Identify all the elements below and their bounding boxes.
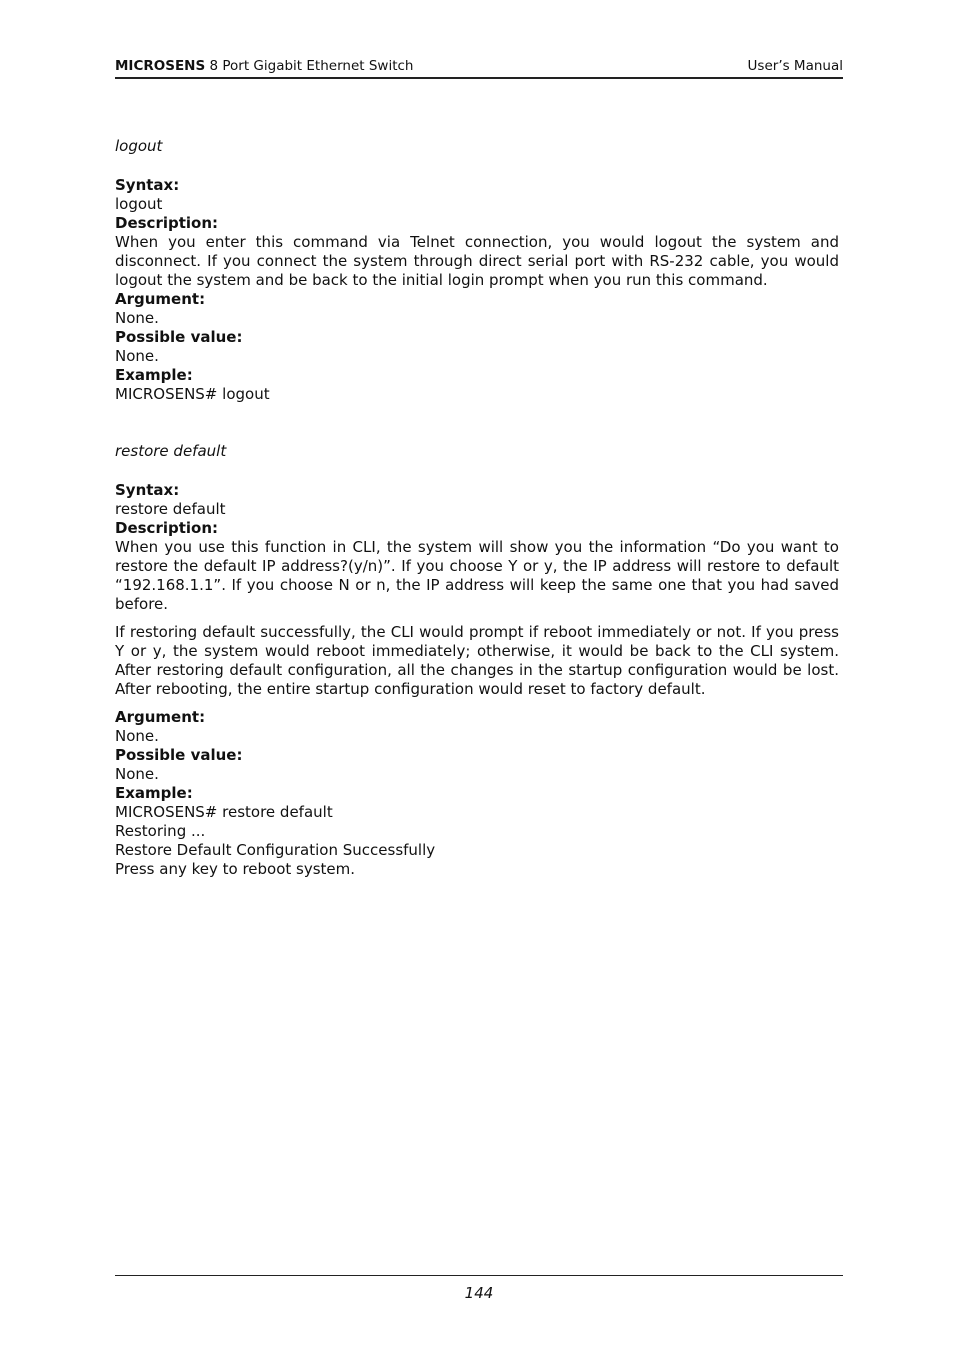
description-text-2: If restoring default successfully, the CLI would prompt if reboot immediately or not. If you press Y or y, the system would reboot immediately; otherwise, it would be back to the CLI system. After restoring default configuration, all the changes in the startup configuration would be lost. After rebooting, the entire startup configuration would reset to factory default.: [115, 623, 839, 698]
syntax-value: restore default: [115, 500, 226, 518]
possible-value-label: Possible value:: [115, 746, 243, 764]
syntax-label: Syntax:: [115, 481, 180, 499]
page-content: [115, 137, 839, 879]
possible-value: None.: [115, 347, 159, 365]
possible-value-label: Possible value:: [115, 328, 243, 346]
section-restore-default: [115, 442, 839, 879]
brand-name: MICROSENS: [115, 58, 206, 74]
description-text: When you enter this command via Telnet connection, you would logout the system and disconnect. If you connect the system through direct serial port with RS-232 cable, you would logout the system and be back to the initial login prompt when you run this command.: [115, 233, 839, 289]
description-label: Description:: [115, 214, 219, 232]
command-heading: logout: [115, 137, 163, 155]
header-title: [115, 58, 413, 74]
header-manual-label: User’s Manual: [747, 58, 843, 74]
example-label: Example:: [115, 366, 193, 384]
example-line: MICROSENS# restore default: [115, 803, 333, 821]
command-heading: restore default: [115, 442, 227, 460]
product-name: 8 Port Gigabit Ethernet Switch: [205, 58, 414, 74]
example-line: Press any key to reboot system.: [115, 860, 356, 878]
example-label: Example:: [115, 784, 193, 802]
argument-label: Argument:: [115, 290, 206, 308]
argument-value: None.: [115, 309, 159, 327]
description-label: Description:: [115, 519, 219, 537]
example-line: MICROSENS# logout: [115, 385, 270, 403]
section-gap: [115, 404, 839, 442]
page-header: [115, 57, 843, 79]
syntax-value: logout: [115, 195, 163, 213]
possible-value: None.: [115, 765, 159, 783]
example-line: Restoring ...: [115, 822, 206, 840]
syntax-label: Syntax:: [115, 176, 180, 194]
argument-value: None.: [115, 727, 159, 745]
section-logout: [115, 137, 839, 404]
page-number: 144: [464, 1284, 494, 1302]
argument-label: Argument:: [115, 708, 206, 726]
example-line: Restore Default Configuration Successfully: [115, 841, 436, 859]
description-text: When you use this function in CLI, the system will show you the information “Do you want to restore the default IP address?(y/n)”. If you choose Y or y, the IP address will restore to default “192.168.1.1”. If you choose N or n, the IP address will keep the same one that you had saved before.: [115, 538, 839, 613]
page-footer: [115, 1275, 843, 1302]
